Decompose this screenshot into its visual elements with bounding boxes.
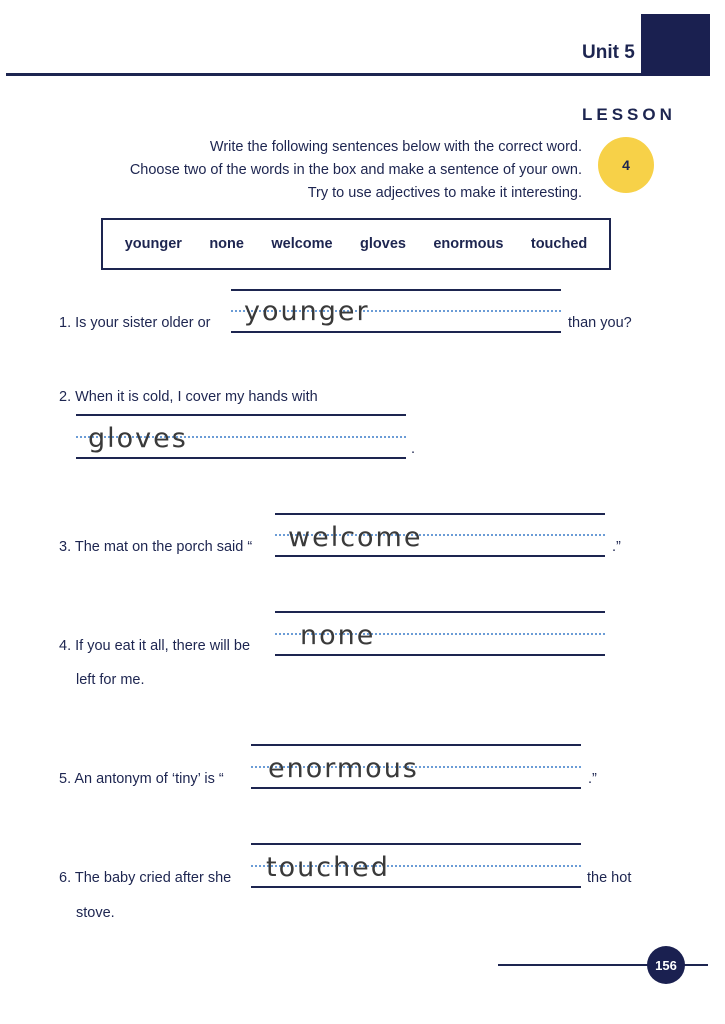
writing-guide-base (76, 457, 406, 459)
writing-guide-base (231, 331, 561, 333)
writing-guide-top (251, 843, 581, 845)
question-6-text: 6. The baby cried after she (59, 870, 232, 886)
word-box (101, 218, 611, 270)
writing-guide-top (76, 414, 406, 416)
writing-guide-top (251, 744, 581, 746)
word-box-item: none (209, 236, 244, 252)
word-box-item: younger (124, 236, 182, 252)
answer-4-handwriting[interactable]: none (300, 620, 376, 651)
answer-2-handwriting[interactable]: gloves (88, 423, 188, 454)
question-1-text: 1. Is your sister older or (59, 315, 211, 331)
answer-6-handwriting[interactable]: touched (266, 852, 390, 883)
instruction-line-1: Write the following sentences below with the correct word. (209, 139, 582, 155)
unit-title: Unit 5 (582, 42, 635, 63)
lesson-label: LESSON (582, 105, 676, 124)
unit-color-block (641, 14, 710, 76)
word-box-item: enormous (433, 236, 504, 252)
instruction-line-2: Choose two of the words in the box and make a sentence of your own. (129, 162, 582, 178)
question-6-text-cont: stove. (76, 905, 115, 921)
instruction-line-3: Try to use adjectives to make it interesting. (307, 185, 582, 201)
question-2-text: 2. When it is cold, I cover my hands with (59, 389, 318, 405)
answer-1-handwriting[interactable]: younger (244, 296, 370, 327)
writing-guide-top (275, 513, 605, 515)
question-3-text-end: .” (612, 539, 621, 555)
word-box-item: welcome (271, 236, 333, 252)
question-4-text: 4. If you eat it all, there will be (59, 638, 251, 654)
question-2-text-end: . (411, 441, 416, 457)
question-5-text: 5. An antonym of ‘tiny’ is “ (59, 771, 224, 787)
lesson-number-badge: 4 (598, 137, 654, 193)
word-box-item: gloves (360, 236, 406, 252)
writing-guide-top (231, 289, 561, 291)
writing-guide-base (251, 787, 581, 789)
writing-guide-base (275, 654, 605, 656)
question-5-text-end: .” (588, 771, 597, 787)
word-box-item: touched (530, 236, 588, 252)
question-4-text-end: left for me. (76, 672, 145, 688)
answer-5-handwriting[interactable]: enormous (268, 753, 419, 784)
page-number-badge: 156 (647, 946, 685, 984)
writing-guide-base (251, 886, 581, 888)
question-6-text-end: the hot (587, 870, 632, 886)
question-3-text: 3. The mat on the porch said “ (59, 539, 253, 555)
answer-3-handwriting[interactable]: welcome (288, 522, 423, 553)
question-1-text-end: than you? (568, 315, 632, 331)
header-divider (6, 73, 641, 76)
writing-guide-top (275, 611, 605, 613)
writing-guide-base (275, 555, 605, 557)
